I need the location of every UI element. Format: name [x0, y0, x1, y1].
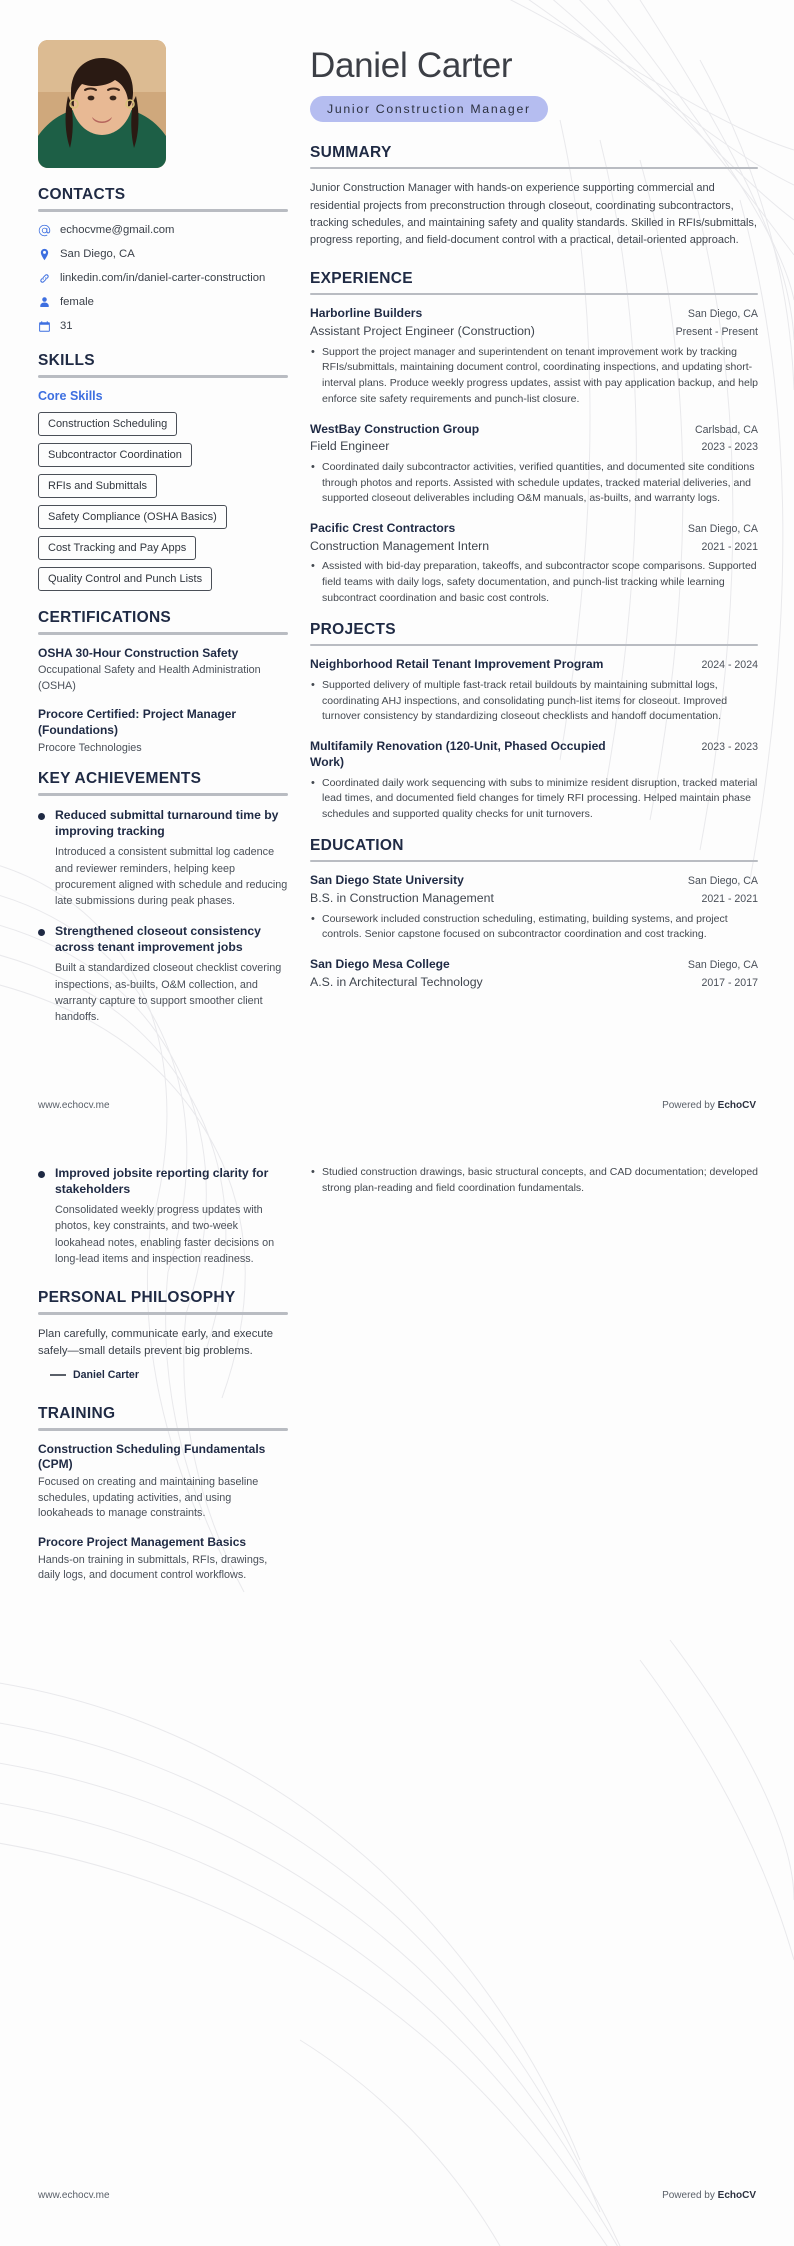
project-dates: 2024 - 2024 [701, 659, 758, 672]
contact-email[interactable] [38, 223, 288, 237]
philosophy-section [38, 1289, 288, 1381]
philosophy-quote: Plan carefully, communicate early, and execute safely—small details prevent big problems. [38, 1327, 274, 1357]
main-column [310, 48, 758, 990]
sidebar-column-continued [38, 1165, 288, 1597]
skill-tag: RFIs and Submittals [38, 474, 157, 498]
education-item [310, 957, 758, 990]
section-divider [38, 209, 288, 212]
education-dates: 2017 - 2017 [701, 976, 758, 989]
certification-title: Procore Certified: Project Manager (Foundations) [38, 707, 237, 738]
project-item [310, 657, 758, 725]
experience-org: Pacific Crest Contractors [310, 521, 456, 536]
achievement-body: Introduced a consistent submittal log cadence and reviewer reminders, helping keep procurement aligned with schedule and reducing late submissions during peak phases. [55, 846, 288, 907]
skill-tag: Construction Scheduling [38, 412, 177, 436]
contact-age-value: 31 [60, 320, 73, 333]
training-body: Focused on creating and maintaining baseline schedules, updating activities, and using lookaheads to manage constraints. [38, 1476, 259, 1520]
experience-item [310, 521, 758, 607]
certification-issuer: Procore Technologies [38, 741, 142, 754]
training-body: Hands-on training in submittals, RFIs, drawings, daily logs, and document control workflows. [38, 1553, 268, 1582]
project-title: Multifamily Renovation (120-Unit, Phased Occupied Work) [310, 739, 606, 769]
bullet-item: • Coordinated daily subcontractor activities, verified quantities, and documented site conditions through photos and reports. Assisted with schedule updates, tracked material deliveries, and supported closeout deliverables including O&M manuals, as-builts, and warranty logs. [310, 460, 758, 507]
bullet-dot-icon [38, 1171, 45, 1178]
education-bullets-continued [310, 1165, 758, 1197]
role-badge: Junior Construction Manager [310, 96, 548, 122]
education-item [310, 873, 758, 943]
skills-section [38, 352, 288, 591]
experience-location: San Diego, CA [687, 308, 758, 321]
education-org: San Diego Mesa College [310, 957, 450, 972]
footer-brand-name: EchoCV [717, 2190, 756, 2201]
achievement-item [38, 807, 288, 909]
certification-issuer: Occupational Safety and Health Administration (OSHA) [38, 664, 261, 692]
contact-location-value: San Diego, CA [60, 248, 135, 261]
training-item [38, 1535, 288, 1584]
bullet-dot-icon [38, 929, 45, 936]
bullet-item: • Coordinated daily work sequencing with subs to minimize resident disruption, tracked material lead times, and documented field changes for timely RFI processing. Helped maintain phase schedules and supported quality checks for unit turnovers. [310, 776, 758, 823]
achievement-title: Improved jobsite reporting clarity for stakeholders [55, 1166, 269, 1197]
bullet-item: • Studied construction drawings, basic structural concepts, and CAD documentation; developed strong plan-reading and field coordination fundamentals. [310, 1165, 758, 1197]
experience-item [310, 422, 758, 508]
bullet-item: • Support the project manager and superintendent on tenant improvement work by tracking RFIs/submittals, maintaining document control, coordinating inspections, and updating short-interval plans. Produce weekly progress updates, assist with pay application backup, and help enforce site safety requirements and punch-list closure. [310, 345, 758, 408]
skills-group-title: Core Skills [38, 388, 103, 403]
experience-bullets [310, 345, 758, 408]
footer-brand [662, 1100, 756, 1111]
education-degree: A.S. in Architectural Technology [310, 974, 483, 989]
footer-brand [662, 2190, 756, 2201]
education-degree: B.S. in Construction Management [310, 891, 494, 906]
section-divider [310, 644, 758, 647]
certifications-heading: CERTIFICATIONS [38, 608, 172, 626]
certification-title: OSHA 30-Hour Construction Safety [38, 645, 239, 660]
education-location: San Diego, CA [687, 875, 758, 888]
calendar-icon [38, 320, 51, 333]
project-bullets [310, 776, 758, 823]
bullet-item: • Coursework included construction scheduling, estimating, building systems, and project controls. Senior capstone focused on subcontractor coordination and cost tracking. [310, 912, 758, 944]
avatar [38, 40, 166, 168]
section-divider [38, 1312, 288, 1315]
footer-powered-prefix: Powered by [662, 1100, 718, 1111]
training-title: Construction Scheduling Fundamentals (CPM) [38, 1441, 266, 1472]
person-icon [38, 296, 51, 309]
page-footer [38, 1100, 756, 1111]
bullet-item: • Assisted with bid-day preparation, takeoffs, and subcontractor scope comparisons. Supported field teams with daily logs, safety documentation, and punch-list tracking while learning subcontract coordination and basic cost controls. [310, 559, 758, 606]
contact-email-value: echocvme@gmail.com [60, 224, 175, 236]
at-sign-icon [38, 224, 51, 237]
section-divider [38, 375, 288, 378]
achievement-title: Strengthened closeout consistency across tenant improvement jobs [55, 924, 261, 955]
experience-org: Harborline Builders [310, 306, 423, 321]
section-divider [38, 632, 288, 635]
contact-gender [38, 295, 288, 309]
section-divider [38, 793, 288, 796]
footer-site-url[interactable]: www.echocv.me [38, 1100, 110, 1111]
projects-heading: PROJECTS [310, 620, 396, 638]
contact-gender-value: female [60, 296, 94, 309]
key-achievements-heading: KEY ACHIEVEMENTS [38, 770, 202, 788]
skills-heading: SKILLS [38, 351, 95, 369]
dash-icon [50, 1374, 66, 1376]
page-title: Daniel Carter [310, 46, 513, 85]
project-dates: 2023 - 2023 [701, 741, 758, 754]
experience-dates: 2023 - 2023 [701, 441, 758, 454]
certification-item [38, 646, 288, 695]
section-divider [310, 293, 758, 296]
main-column-continued [310, 1160, 758, 1200]
philosophy-attribution [38, 1369, 288, 1381]
summary-section [310, 144, 758, 250]
education-location: San Diego, CA [687, 959, 758, 972]
education-org: San Diego State University [310, 873, 464, 888]
skill-tag: Safety Compliance (OSHA Basics) [38, 505, 227, 529]
section-divider [38, 1428, 288, 1431]
experience-dates: Present - Present [675, 325, 758, 338]
project-bullets [310, 678, 758, 725]
contact-linkedin-value: linkedin.com/in/daniel-carter-construction [60, 272, 266, 285]
experience-role: Field Engineer [310, 439, 390, 454]
achievement-item [38, 1165, 288, 1267]
education-dates: 2021 - 2021 [701, 893, 758, 906]
education-bullets [310, 912, 758, 944]
contacts-heading: CONTACTS [38, 186, 126, 203]
education-section [310, 837, 758, 991]
project-item [310, 739, 758, 823]
certification-item [38, 707, 288, 756]
training-item [38, 1442, 288, 1522]
contacts-section [38, 186, 288, 334]
experience-item [310, 306, 758, 407]
key-achievements-section [38, 770, 288, 1025]
page-footer [38, 2190, 756, 2201]
experience-location: Carlsbad, CA [695, 423, 758, 436]
footer-brand-name: EchoCV [717, 1100, 756, 1111]
achievement-item [38, 923, 288, 1025]
summary-text: Junior Construction Manager with hands-on experience supporting commercial and residential projects from preconstruction through closeout, coordinating subcontractors, tracking schedules, and maintaining safety and quality standards. Skilled in RFIs/submittals, progress reporting, and field-document control with a practical, detail-oriented approach. [310, 182, 757, 247]
education-heading: EDUCATION [310, 836, 404, 854]
experience-org: WestBay Construction Group [310, 421, 480, 436]
section-divider [310, 167, 758, 170]
link-icon [38, 272, 51, 285]
experience-role: Assistant Project Engineer (Construction) [310, 323, 535, 338]
contact-location [38, 247, 288, 261]
philosophy-heading: PERSONAL PHILOSOPHY [38, 1288, 236, 1306]
summary-heading: SUMMARY [310, 143, 392, 161]
achievement-body: Built a standardized closeout checklist covering inspections, as-builts, O&M collection, and warranty capture to support smoother client handoffs. [55, 962, 282, 1023]
footer-powered-prefix: Powered by [662, 2190, 718, 2201]
skill-tag: Subcontractor Coordination [38, 443, 192, 467]
bullet-dot-icon [38, 813, 45, 820]
skill-tag: Quality Control and Punch Lists [38, 567, 212, 591]
philosophy-author: Daniel Carter [73, 1368, 139, 1381]
project-title: Neighborhood Retail Tenant Improvement Program [310, 657, 604, 672]
training-section [38, 1405, 288, 1584]
certifications-section [38, 609, 288, 757]
achievement-title: Reduced submittal turnaround time by improving tracking [55, 808, 279, 839]
bullet-item: • Supported delivery of multiple fast-track retail buildouts by maintaining submittal logs, coordinating AHJ inspections, and consolidating punch-list items for closeout. Improved turnover consistency by standardizing closeout checklists and handoff documentation. [310, 678, 758, 725]
section-divider [310, 860, 758, 863]
contact-linkedin[interactable] [38, 271, 288, 285]
experience-location: San Diego, CA [687, 523, 758, 536]
projects-section [310, 621, 758, 823]
experience-bullets [310, 559, 758, 606]
experience-section [310, 270, 758, 607]
experience-dates: 2021 - 2021 [701, 540, 758, 553]
sidebar-column [38, 40, 288, 1039]
training-title: Procore Project Management Basics [38, 1534, 247, 1549]
experience-role: Construction Management Intern [310, 538, 490, 553]
training-heading: TRAINING [38, 1404, 116, 1422]
map-pin-icon [38, 248, 51, 261]
experience-heading: EXPERIENCE [310, 269, 413, 287]
experience-bullets [310, 460, 758, 507]
footer-site-url[interactable]: www.echocv.me [38, 2190, 110, 2201]
achievement-body: Consolidated weekly progress updates with photos, key constraints, and two-week lookahead notes, enabling faster decisions on long-lead items and inspection readiness. [55, 1204, 275, 1265]
skill-tag: Cost Tracking and Pay Apps [38, 536, 196, 560]
contact-age [38, 319, 288, 333]
